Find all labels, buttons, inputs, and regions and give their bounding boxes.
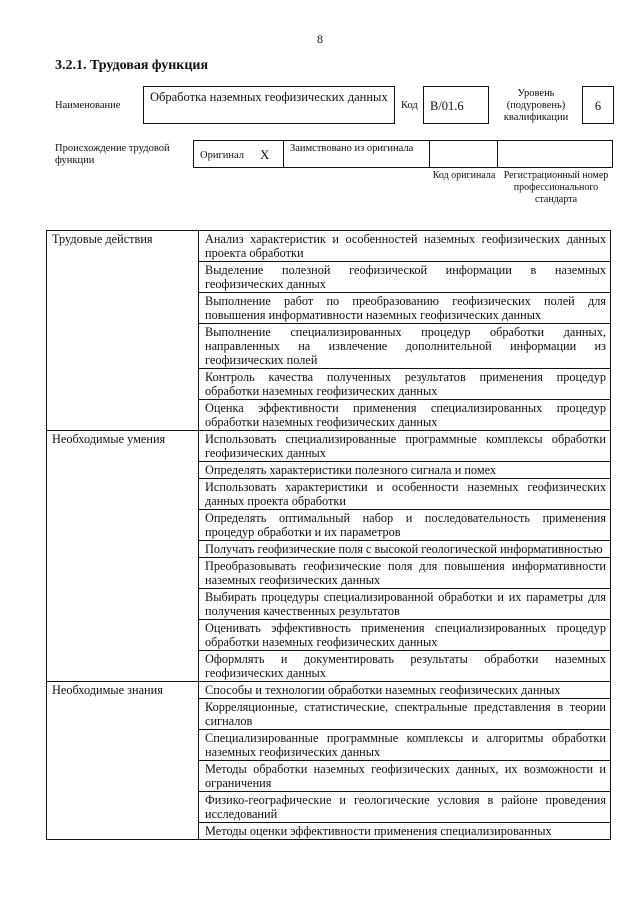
section-item: Определять характеристики полезного сигнала и помех [199, 462, 611, 479]
table-row [47, 231, 611, 262]
section-item: Выполнение специализированных процедур обработки данных, направленных на извлечение дополнительной информации из геофизических полей [199, 324, 611, 369]
name-value: Обработка наземных геофизических данных [150, 90, 388, 104]
section-title: 3.2.1. Трудовая функция [55, 58, 209, 73]
code-caption: Код оригинала [432, 170, 496, 181]
origin-label: Происхождение трудовой функции [55, 143, 170, 166]
code-value-box [423, 86, 489, 124]
section-category: Трудовые действия [47, 231, 199, 431]
reg-caption: Регистрационный номер профессионального стандарта [503, 170, 609, 205]
section-item: Оценка эффективности применения специализированных процедур обработки наземных геофизических данных [199, 400, 611, 431]
table-row [47, 431, 611, 462]
original-cell [193, 140, 284, 168]
section-item: Анализ характеристик и особенностей наземных геофизических данных проекта обработки [199, 231, 611, 262]
code-value: B/01.6 [430, 99, 464, 113]
level-value: 6 [594, 99, 602, 113]
original-label: Оригинал [200, 150, 244, 161]
page-number: 8 [317, 32, 323, 46]
section-category: Необходимые умения [47, 431, 199, 682]
section-item: Контроль качества полученных результатов применения процедур обработки наземных геофизических данных [199, 369, 611, 400]
section-item: Получать геофизические поля с высокой геологической информативностью [199, 541, 611, 558]
section-item: Выбирать процедуры специализированной обработки и их параметры для получения качественных результатов [199, 589, 611, 620]
origin-code-cell [429, 140, 498, 168]
name-label: Наименование [55, 100, 121, 111]
reg-number-cell [497, 140, 613, 168]
section-item: Использовать характеристики и особенности наземных геофизических данных проекта обработки [199, 479, 611, 510]
section-item: Корреляционные, статистические, спектральные представления в теории сигналов [199, 699, 611, 730]
section-item: Выделение полезной геофизической информации в наземных геофизических данных [199, 262, 611, 293]
section-item: Выполнение работ по преобразованию геофизических полей для повышения информативности наземных геофизических данных [199, 293, 611, 324]
section-item: Методы оценки эффективности применения специализированных [199, 823, 611, 840]
section-item: Оценивать эффективность применения специализированных процедур обработки наземных геофизических данных [199, 620, 611, 651]
section-item: Методы обработки наземных геофизических данных, их возможности и ограничения [199, 761, 611, 792]
section-item: Определять оптимальный набор и последовательность применения процедур обработки и их параметров [199, 510, 611, 541]
section-item: Способы и технологии обработки наземных геофизических данных [199, 682, 611, 699]
section-category: Необходимые знания [47, 682, 199, 840]
function-details-table [46, 230, 611, 840]
level-label: Уровень (подуровень) квалификации [503, 88, 569, 123]
section-item: Преобразовывать геофизические поля для повышения информативности наземных геофизических данных [199, 558, 611, 589]
code-label: Код [401, 100, 418, 111]
borrowed-label: Заимствовано из оригинала [290, 143, 414, 154]
section-item: Физико-географические и геологические условия в районе проведения исследований [199, 792, 611, 823]
borrowed-cell [283, 140, 430, 168]
section-item: Оформлять и документировать результаты обработки наземных геофизических данных [199, 651, 611, 682]
section-item: Специализированные программные комплексы и алгоритмы обработки наземных геофизических данных [199, 730, 611, 761]
table-row [47, 682, 611, 699]
name-value-box [143, 86, 395, 124]
original-mark: X [260, 147, 270, 162]
level-value-box [582, 86, 614, 124]
section-item: Использовать специализированные программные комплексы обработки геофизических данных [199, 431, 611, 462]
